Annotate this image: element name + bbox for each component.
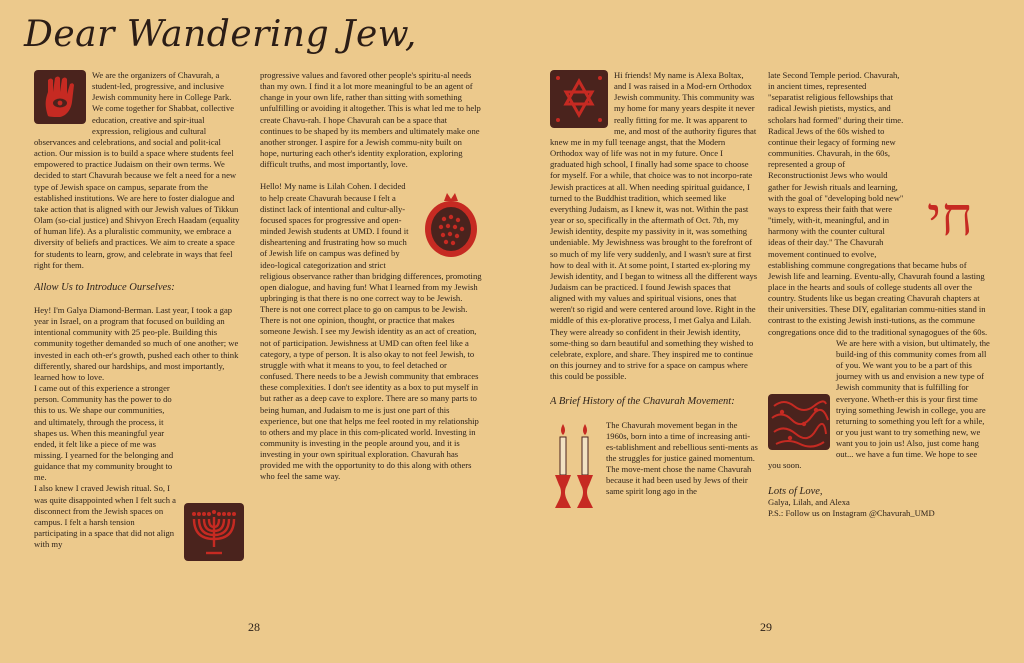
introduce-subheading: Allow Us to Introduce Ourselves:	[34, 281, 175, 293]
signers: Galya, Lilah, and Alexa	[768, 496, 850, 507]
chai-symbol: חי	[926, 185, 974, 248]
star-of-david-icon	[550, 70, 608, 128]
instagram-handle: P.S.: Follow us on Instagram @Chavurah_UMD	[768, 507, 935, 518]
page-number-right: 29	[760, 620, 772, 634]
hamsa-icon	[34, 70, 86, 124]
page-number-left: 28	[248, 620, 260, 634]
red-pattern-icon	[768, 394, 830, 450]
pomegranate-icon	[420, 187, 482, 261]
column-1: We are the organizers of Chavurah, a student-led, progressive, and inclusive Jewish community here in College Park. We come together for Shabbat, collective education, creative and spir-itual expression, religious and cultural observances and celebrations, and social and polit-ical action. Our mission is to build a space where students feel empowered to practice Judaism on their own terms. We decided to start Chavurah because we felt a need for a new type of Jewish space on campus, separate from the established institutions. We are here to foster dialogue and take action that is aligned with our Jewish values of Tikkun Olam (so-cial justice) and Shivyon Erech Haadam (equality of human life). As a pluralistic community, we embrace a diversity of beliefs and practices. We aim to create a space for students to learn, grow, and celebrate in ways that feel right for them. Allow Us to Introduce Ourselves: Hey! I'm Galya Diamond-Berman. Last year, I took a gap year in Israel, on a program that focused on building an intentional community with 25 peo-ple. Building this community together demanded so much of one another; we invested in each oth-er's growth, pushed each other to think differently, shared our hardships, and most importantly, learned how to love. I came out of this experience a stronger person. Community has the power to do this to us. We shape our communities, and ultimately, through the process, it shapes us. When this meaningful year ended, it felt like a piece of me was missing. I yearned for the belonging and guidance that my community brought to me. I also knew I craved Jewish ritual. So, I was quite disappointed when I felt such a disconnect from the Jewish spaces on campus. I felt a harsh tension participating in a space that did not align with my	[34, 70, 244, 595]
column-3: Hi friends! My name is Alexa Boltax, and I was raised in a Mod-ern Orthodox Jewish community. This community was my home for many years despite it never really fitting for me. It was apparent to me, and most of the authority figures that knew me in my full teenage angst, that the Modern Orthodox way of life was not in my future. Once I graduated high school, I finally had some space to choose for myself. For a while, that choice was to not incorpo-rate Jewish practices at all. When needing spiritual guidance, I turned to the Buddhist tradition, which seemed like everything Judaism, as I knew it, was not. Within the past year or so, specifically in the aftermath of Oct. 7th, my Jewish identity, despite my passivity in it, was something undeniable. My Jewishness was brought to the forefront of so much of my life very suddenly, and I wasn't sure at first how to deal with it. At some point, I started ex-ploring my Jewish identity, and I began to witness all the different ways Judaism can be practiced. I found Jewish spaces that aligned with my values and spiritual visions, ones that weren't so rigid and were centered around love. Right in the middle of this ex-plorative process, I met Galya and Lilah. They were already so confident in their Jewish identity, some-thing so darn beautiful and something they wished to celebrate, explore, and share. They inspired me to continue on this journey and to strive for a space on campus where this could be possible. A Brief History of the Chavurah Movement: The Chavurah movement began in the 1960s, born into a time of increasing anti-es-tablishment and rebellious senti-ments as the struggles for justice gained momentum. The move-ment chose the name Chavurah because it had been used by Jews of their same spirit long ago in the	[550, 70, 758, 595]
column-4: חי late Second Temple period. Chavurah, in ancient times, represented "separatist religious fellowships that radical Jewish pietists, mystics, and scholars had formed" during their time. Radical Jews of the 60s wished to continue their legacy of forming new communities. Chavurah, in the 60s, represented a group of Reconstructionist Jews who would gather for Jewish rituals and learning, with the goal of "developing bold new" ways to express their faith that were "timely, with-it, meaningful, and in harmony with the counter cultural ideas of their day." The Chavurah movement continued to evolve, establishing commune congregations that became hubs of Jewish life and learning. Eventu-ally, Chavurah found a lasting place in the hearts and souls of college students all over the country. Students like us began creating Chavurah chapters at their universities. These DIY, egalitarian commu-nities stand in contrast to the existing Jewish insti-tutions, as the commune congregations once did to the traditional synagogues of the 60s. We are here with a vision, but ultimately, the build-ing of this community comes from all of you. We want you to be a part of this journey with us and envision a new type of Jewish community that is fulfilling for everyone. Wheth-er this is your first time trying something Jewish in college, you are returning to something you left for a while, or you just want to try something new, we want you to join us! Also, just come hang out... we have a fun time. We hope to see you soon. Lots of Love, Galya, Lilah, and Alexa P.S.: Follow us on Instagram @Chavurah_UMD	[768, 70, 990, 518]
page-title: Dear Wandering Jew,	[24, 14, 417, 55]
shabbat-candles-icon	[550, 420, 598, 512]
history-subheading: A Brief History of the Chavurah Movement:	[550, 396, 735, 408]
signoff: Lots of Love,	[768, 485, 823, 497]
column-2: progressive values and favored other people's spiritu-al needs than my own. I find it a lot more meaningful to be an agent of change in your own life, rather than sitting with something unfulfilling or avoiding it altogether. This is what led me to help create Chavu-rah. I hope Chavurah can be a space that continues to be shaped by its members and ultimately make one another stronger. I aspire for a Jewish commu-nity built on hope, nurturing each other's identity exploration, exploring difficult truths, and most importantly, love. Hello! My name is Lilah Cohen. I decided to help create Chavurah because I felt a distinct lack of intentional and cultur-ally-focused spaces for progressive and open-minded Jewish students at UMD. I found it disheartening and frustrating how so much of Jewish life on campus was defined by ideo-logical categorization and strict religious observance rather than bridging differences, promoting open dialogue, and having fun! What I learned from my Jewish upbringing is that there is no one correct way to be Jewish. There is not one correct place to go on campus to be Jewish. There is not one opinion, thought, or practice that makes someone Jewish. I see my Jewish identity as an act of creation, not of participation. Jewishness at UMD can often feel like a category, a type of person. It is also okay to not feel Jewish, to struggle with what it means to you, to feel detached or confused. There needs to be a Jewish community that embraces these complexities. I don't see identity as a box to put myself in but rather as a deep cave to explore. There are so many parts to being human, and Judaism to me is just one part of this experience, but one that helps me feel rooted in my relationship to others and my place in this com-plicated world. Investing in community is investing in the people around you, and it is investing in your own spiritual exploration. Chavurah has provided me with the opportunity to do this along with others who feel the same way.	[260, 70, 482, 482]
menorah-icon	[184, 503, 244, 561]
